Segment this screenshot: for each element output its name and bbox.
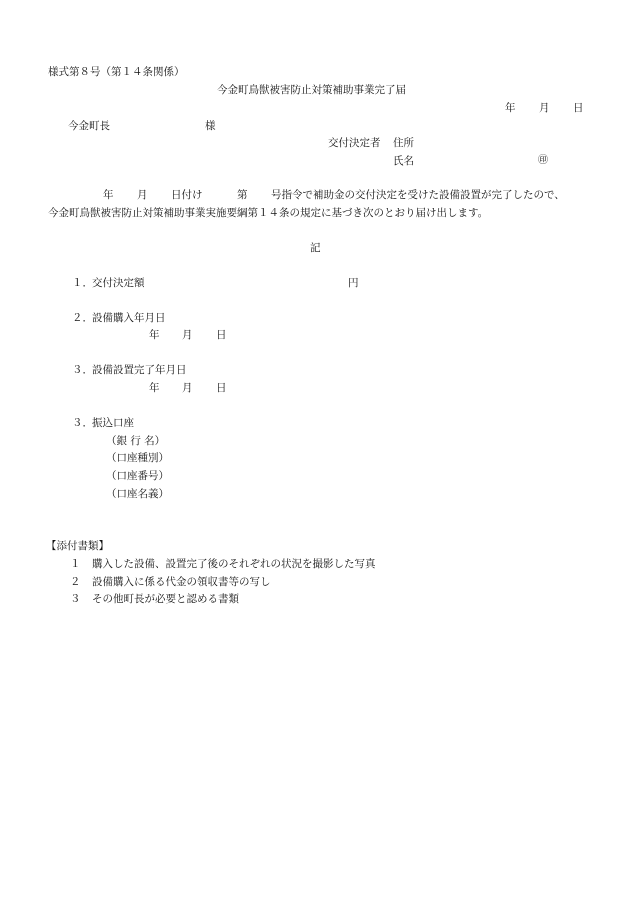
body-year-label: 年 [103, 189, 114, 201]
attachments-header: 【添付書類】 [46, 540, 109, 552]
attachment-text: 設備購入に係る代金の領収書等の写し [92, 576, 271, 588]
item3-year-label: 年 [149, 382, 160, 394]
body-month-label: 月 [137, 189, 148, 201]
attachment-number: ３ [70, 593, 81, 605]
item2-month-label: 月 [182, 329, 193, 341]
addressee-honorific: 様 [205, 120, 216, 132]
applicant-address-label: 住所 [393, 137, 414, 149]
body-dated-label: 日付け [171, 189, 203, 201]
item3-day-label: 日 [216, 382, 227, 394]
attachment-number: １ [70, 558, 81, 570]
item4-number: ３． [72, 417, 93, 429]
attachment-text: その他町長が必要と認める書類 [92, 593, 239, 605]
item1-label: 交付決定額 [92, 277, 145, 289]
item2-number: ２． [72, 312, 93, 324]
item3-month-label: 月 [182, 382, 193, 394]
attachment-text: 購入した設備、設置完了後のそれぞれの状況を撮影した写真 [92, 558, 376, 570]
item3-number: ３． [72, 364, 93, 376]
item3-label: 設備設置完了年月日 [92, 364, 187, 376]
item2-label: 設備購入年月日 [92, 312, 166, 324]
ki-heading: 記 [310, 242, 321, 254]
item1-number: １． [72, 277, 93, 289]
form-number: 様式第８号（第１４条関係） [48, 66, 185, 78]
applicant-name-label: 氏名 [393, 155, 414, 167]
bank-name-field: （銀 行 名） [106, 435, 166, 447]
item2-day-label: 日 [216, 329, 227, 341]
body-line1-rest: 号指令で補助金の交付決定を受けた設備設置が完了したので、 [271, 189, 565, 201]
date-month-label: 月 [539, 102, 550, 114]
applicant-role: 交付決定者 [328, 137, 381, 149]
account-number-field: （口座番号） [106, 470, 169, 482]
item2-year-label: 年 [149, 329, 160, 341]
date-year-label: 年 [505, 102, 516, 114]
body-line2: 今金町鳥獣被害防止対策補助事業実施要綱第１４条の規定に基づき次のとおり届け出します。 [48, 207, 489, 219]
account-type-field: （口座種別） [106, 452, 169, 464]
body-no-prefix: 第 [237, 189, 248, 201]
seal-mark-icon: ㊞ [538, 155, 548, 166]
item4-label: 振込口座 [92, 417, 134, 429]
item1-unit: 円 [348, 277, 359, 289]
document-title: 今金町鳥獣被害防止対策補助事業完了届 [217, 84, 406, 96]
attachment-number: ２ [70, 576, 81, 588]
date-day-label: 日 [573, 102, 584, 114]
addressee-name: 今金町長 [68, 120, 110, 132]
account-holder-field: （口座名義） [106, 488, 169, 500]
